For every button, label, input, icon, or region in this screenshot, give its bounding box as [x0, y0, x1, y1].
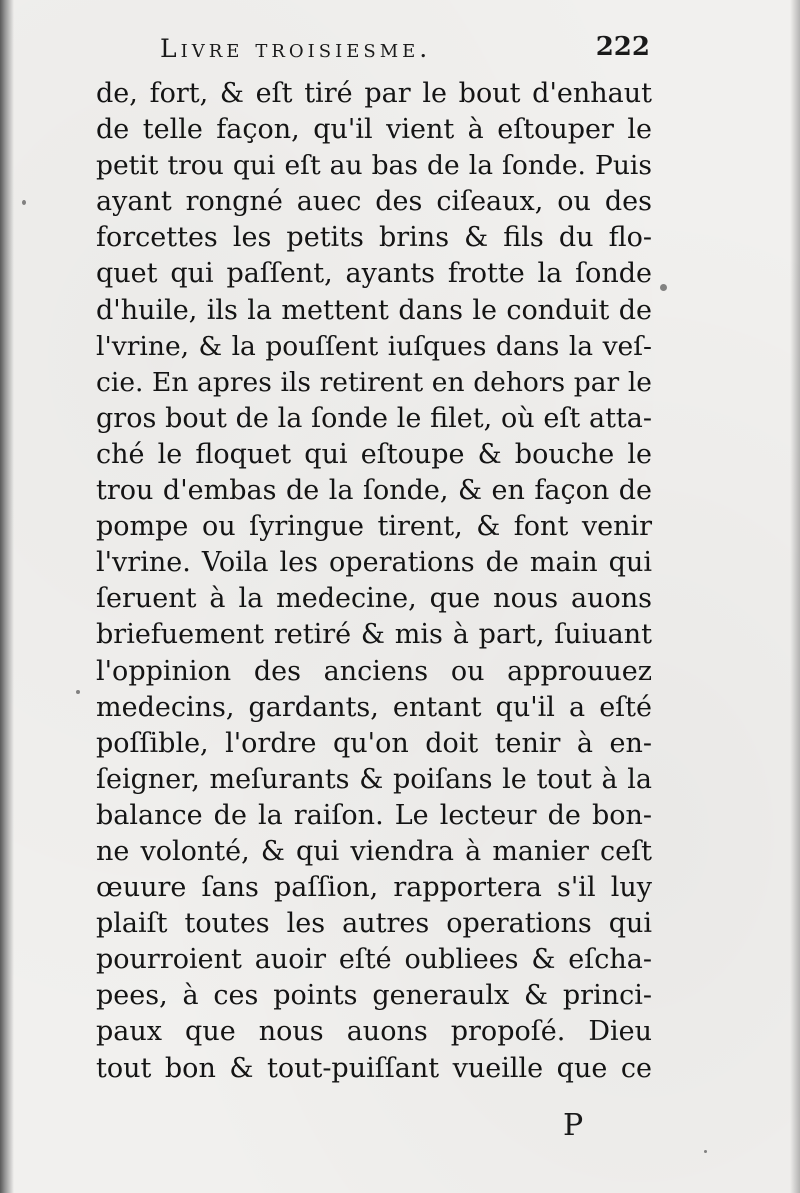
text-line: forcettes les petits brins & fils du flo- [96, 222, 652, 254]
text-line: paux que nous auons propoſé. Dieu [96, 1016, 652, 1048]
text-line: pees, à ces points generaulx & princi- [96, 980, 652, 1012]
signature-mark: P [563, 1108, 584, 1143]
ink-speck [22, 200, 26, 205]
text-line: trou d'embas de la ſonde, & en façon de [96, 475, 652, 507]
text-line: ayant rongné auec des ciſeaux, ou des [96, 186, 652, 218]
text-line: pourroient auoir eſté oubliees & eſcha- [96, 944, 652, 976]
text-line: petit trou qui eſt au bas de la ſonde. Puis [96, 150, 652, 182]
text-line: de telle façon, qu'il vient à eſtouper le [96, 114, 652, 146]
text-line: balance de la raiſon. Le lecteur de bon- [96, 799, 652, 831]
ink-speck [660, 284, 667, 291]
page-binding-shadow [0, 0, 14, 1193]
page-header [160, 30, 650, 70]
running-title: Livre troisiesme. [160, 34, 432, 63]
ink-speck [704, 1150, 707, 1153]
text-line: de, fort, & eſt tiré par le bout d'enhaut [96, 78, 652, 109]
text-line: œuure ſans paſſion, rapportera s'il luy [96, 872, 652, 904]
text-line: gros bout de la ſonde le filet, où eſt atta- [96, 402, 652, 434]
page-number: 222 [595, 32, 650, 62]
text-line: l'oppinion des anciens ou approuuez [96, 655, 652, 687]
text-line: ne volonté, & qui viendra à manier ceſt [96, 835, 652, 867]
text-line: d'huile, ils la mettent dans le conduit de [96, 294, 652, 326]
body-text [96, 76, 652, 1087]
text-line: plaiſt toutes les autres operations qui [96, 908, 652, 940]
text-line: quet qui paſſent, ayants frotte la ſonde [96, 258, 652, 290]
text-line: ſeigner, meſurants & poiſans le tout à la [96, 763, 652, 795]
text-line: cie. En apres ils retirent en dehors par le [96, 366, 652, 398]
text-line: tout bon & tout-puiſſant vueille que ce [96, 1052, 652, 1084]
text-line: pompe ou ſyringue tirent, & font venir [96, 511, 652, 543]
text-line: l'vrine, & la pouſſent iuſques dans la veſ- [96, 330, 652, 362]
text-line: ſeruent à la medecine, que nous auons [96, 583, 652, 615]
text-line: medecins, gardants, entant qu'il a eſté [96, 691, 652, 723]
text-line: poſſible, l'ordre qu'on doit tenir à en- [96, 727, 652, 759]
text-line: l'vrine. Voila les operations de main qui [96, 547, 652, 579]
ink-speck [76, 690, 80, 694]
text-line: ché le floquet qui eſtoupe & bouche le [96, 438, 652, 470]
text-line: briefuement retiré & mis à part, ſuiuant [96, 619, 652, 651]
page-edge-shadow [790, 0, 800, 1193]
